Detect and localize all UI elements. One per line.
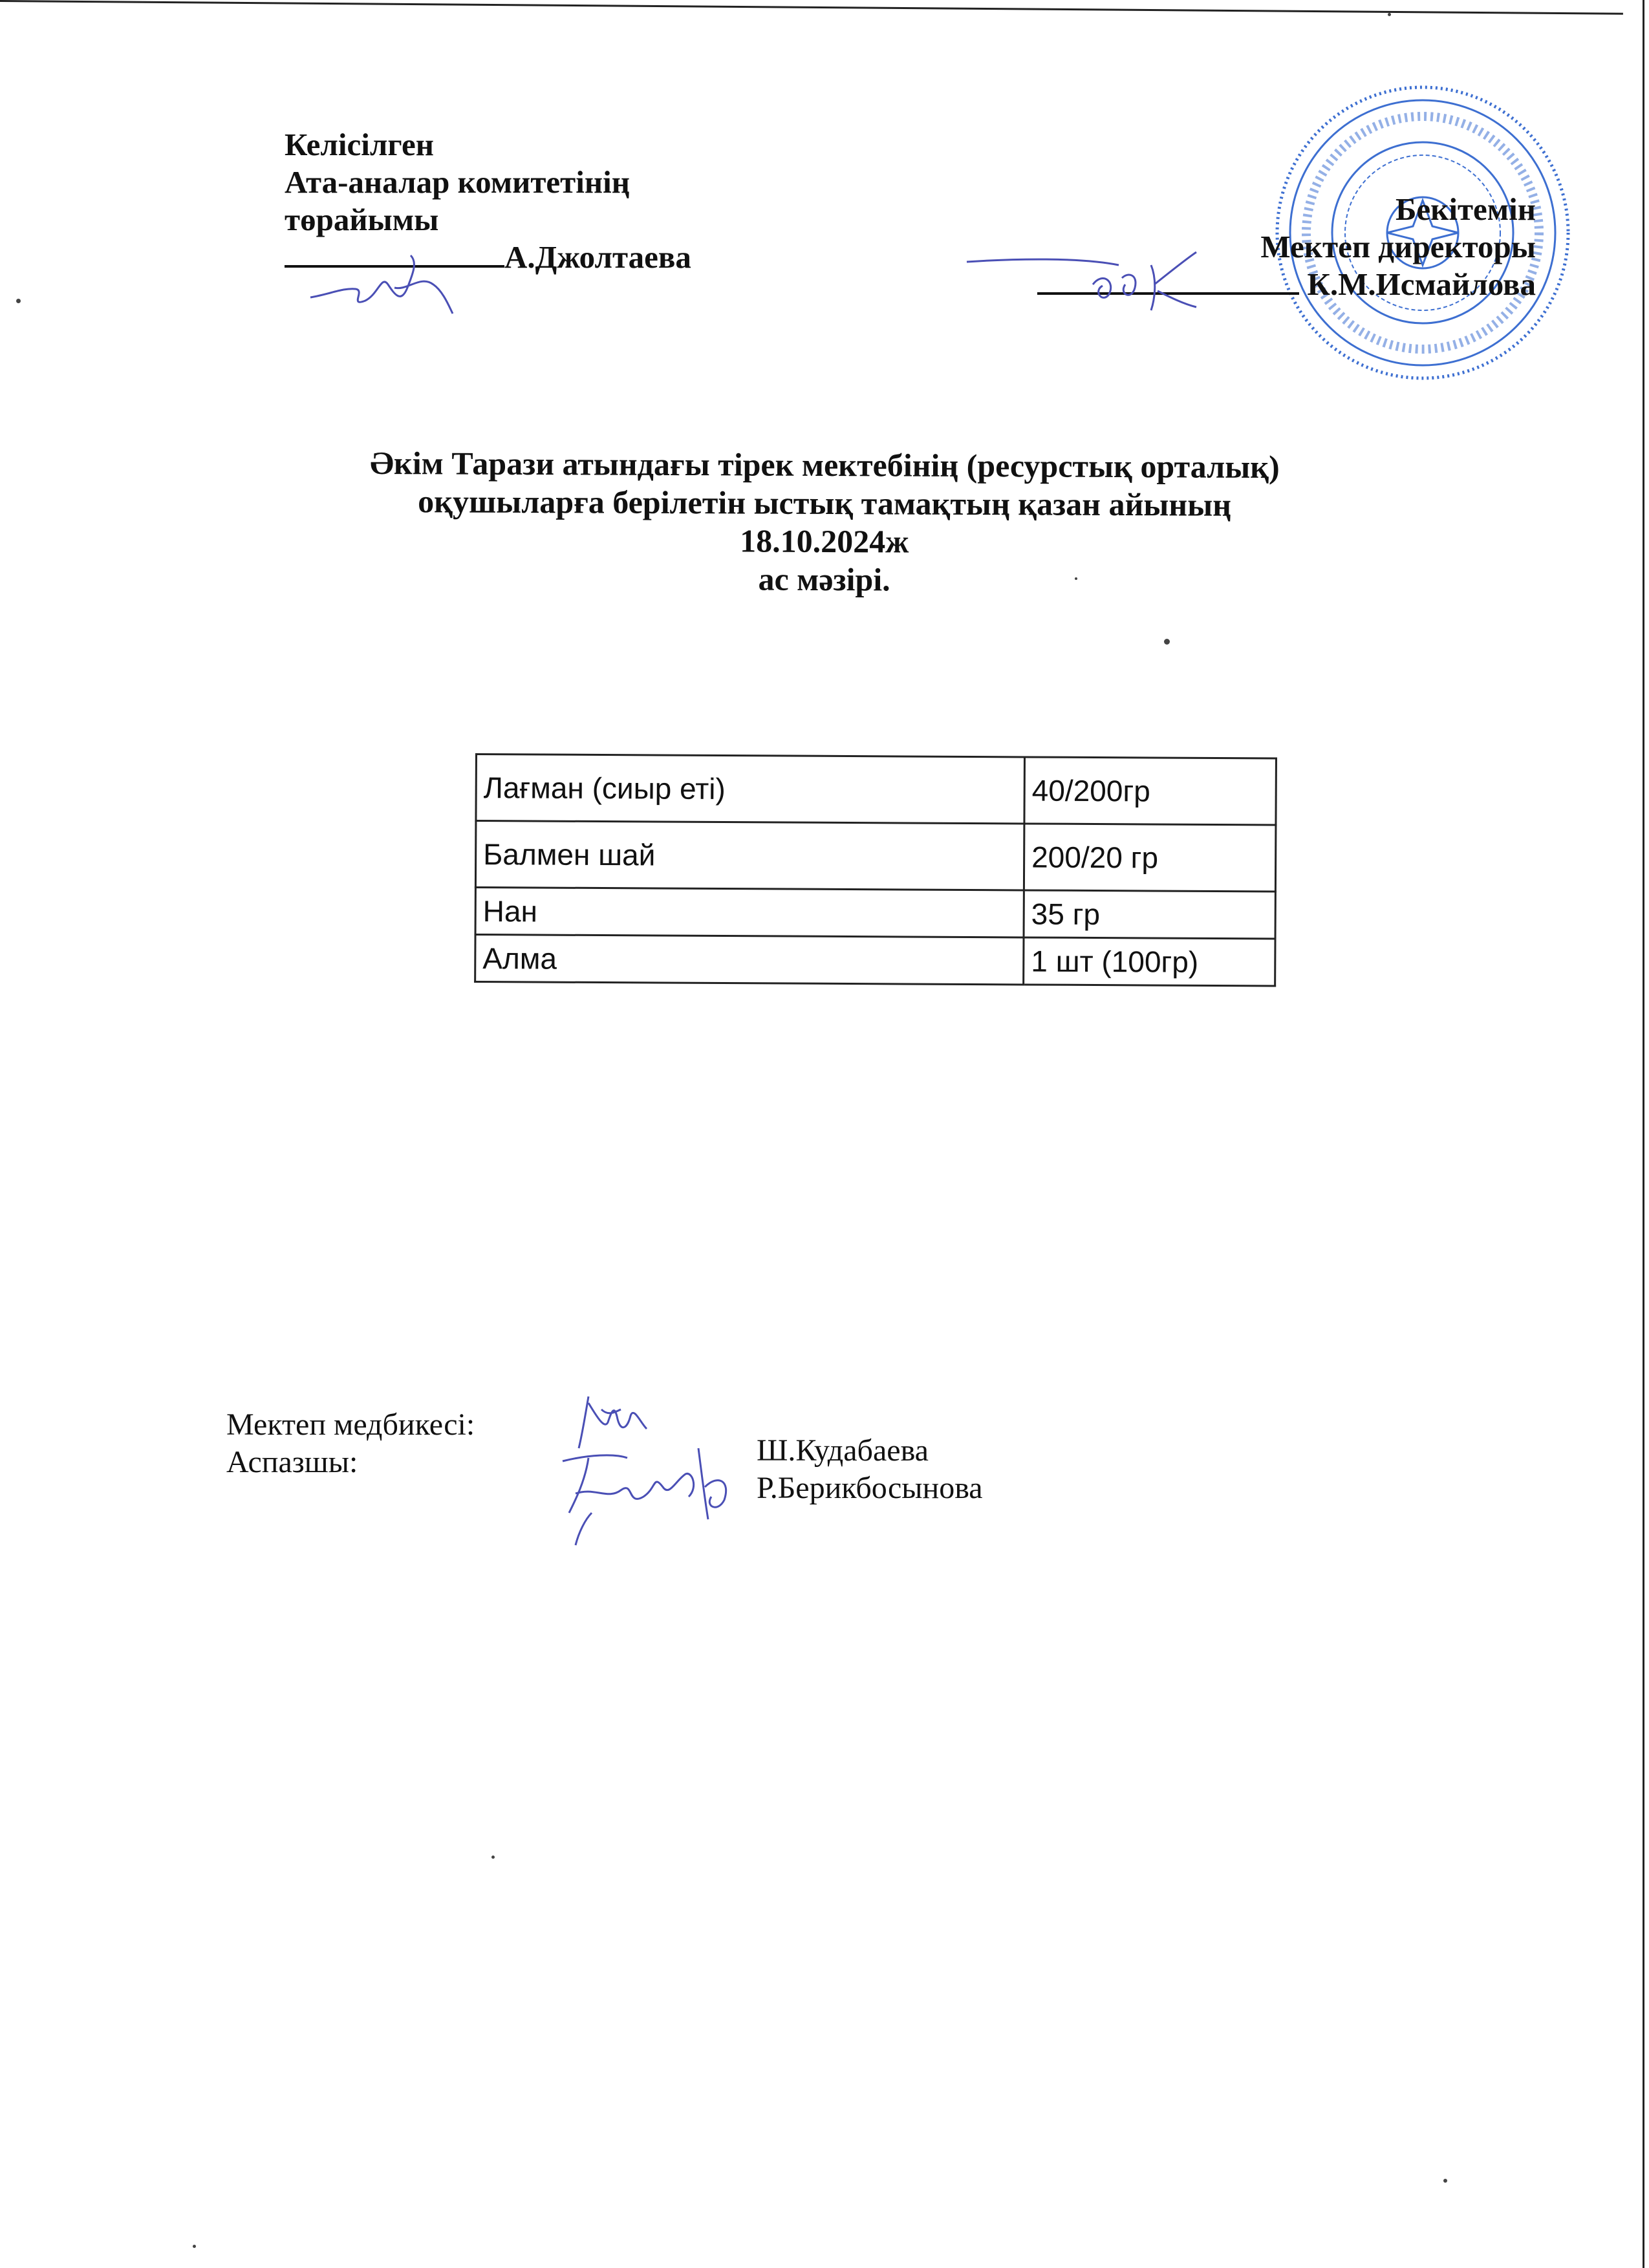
scan-speck bbox=[193, 2245, 196, 2248]
approval-left-committee: Ата-аналар комитетінің bbox=[285, 164, 630, 200]
signature-left bbox=[304, 249, 459, 320]
dish-cell: Алма bbox=[475, 935, 1024, 985]
approval-right-name: К.М.Исмайлова bbox=[1307, 266, 1536, 302]
approval-left-role: төрайымы bbox=[285, 202, 439, 237]
title-line-1: Әкім Тарази атындағы тірек мектебінің (ресурстық орталық) bbox=[369, 444, 1280, 486]
table-row bbox=[476, 754, 1277, 825]
scan-speck bbox=[16, 299, 21, 303]
scan-speck bbox=[1075, 577, 1077, 580]
table-row bbox=[475, 888, 1275, 939]
amount-cell: 40/200гр bbox=[1024, 757, 1277, 825]
amount-cell: 200/20 гр bbox=[1024, 824, 1276, 892]
signature-cook bbox=[550, 1435, 744, 1565]
table-row bbox=[475, 821, 1276, 892]
scan-edge-right bbox=[1643, 0, 1644, 2268]
nurse-name: Ш.Кудабаева bbox=[757, 1433, 929, 1468]
document-title bbox=[0, 442, 1649, 602]
approval-right-role: Мектеп директоры bbox=[1260, 229, 1536, 264]
scan-speck bbox=[491, 1856, 495, 1859]
dish-cell: Нан bbox=[475, 888, 1024, 937]
scan-speck bbox=[1443, 2179, 1447, 2183]
dish-cell: Балмен шай bbox=[475, 821, 1024, 890]
scan-edge-top bbox=[0, 0, 1623, 15]
dish-cell: Лағман (сиыр еті) bbox=[476, 754, 1025, 824]
amount-cell: 35 гр bbox=[1024, 890, 1275, 939]
signature-right bbox=[964, 246, 1235, 317]
table-row bbox=[475, 935, 1275, 986]
approval-left-heading: Келісілген bbox=[285, 127, 434, 162]
title-line-4: ас мәзірі. bbox=[758, 561, 890, 598]
amount-cell: 1 шт (100гр) bbox=[1024, 937, 1275, 986]
approval-right-heading: Бекітемін bbox=[1395, 191, 1536, 227]
approval-left-name: А.Джолтаева bbox=[504, 239, 691, 275]
staff-labels bbox=[226, 1406, 475, 1481]
nurse-label: Мектеп медбикесі: bbox=[226, 1407, 475, 1442]
title-line-2: оқушыларға берілетін ыстық тамақтың қазан айының bbox=[418, 483, 1232, 523]
staff-names bbox=[757, 1432, 983, 1507]
cook-label: Аспазшы: bbox=[226, 1445, 358, 1479]
menu-table bbox=[474, 753, 1277, 987]
scan-speck bbox=[1164, 639, 1170, 645]
scan-speck bbox=[1388, 13, 1391, 16]
cook-name: Р.Берикбосынова bbox=[757, 1471, 983, 1505]
title-date: 18.10.2024ж bbox=[740, 522, 909, 560]
